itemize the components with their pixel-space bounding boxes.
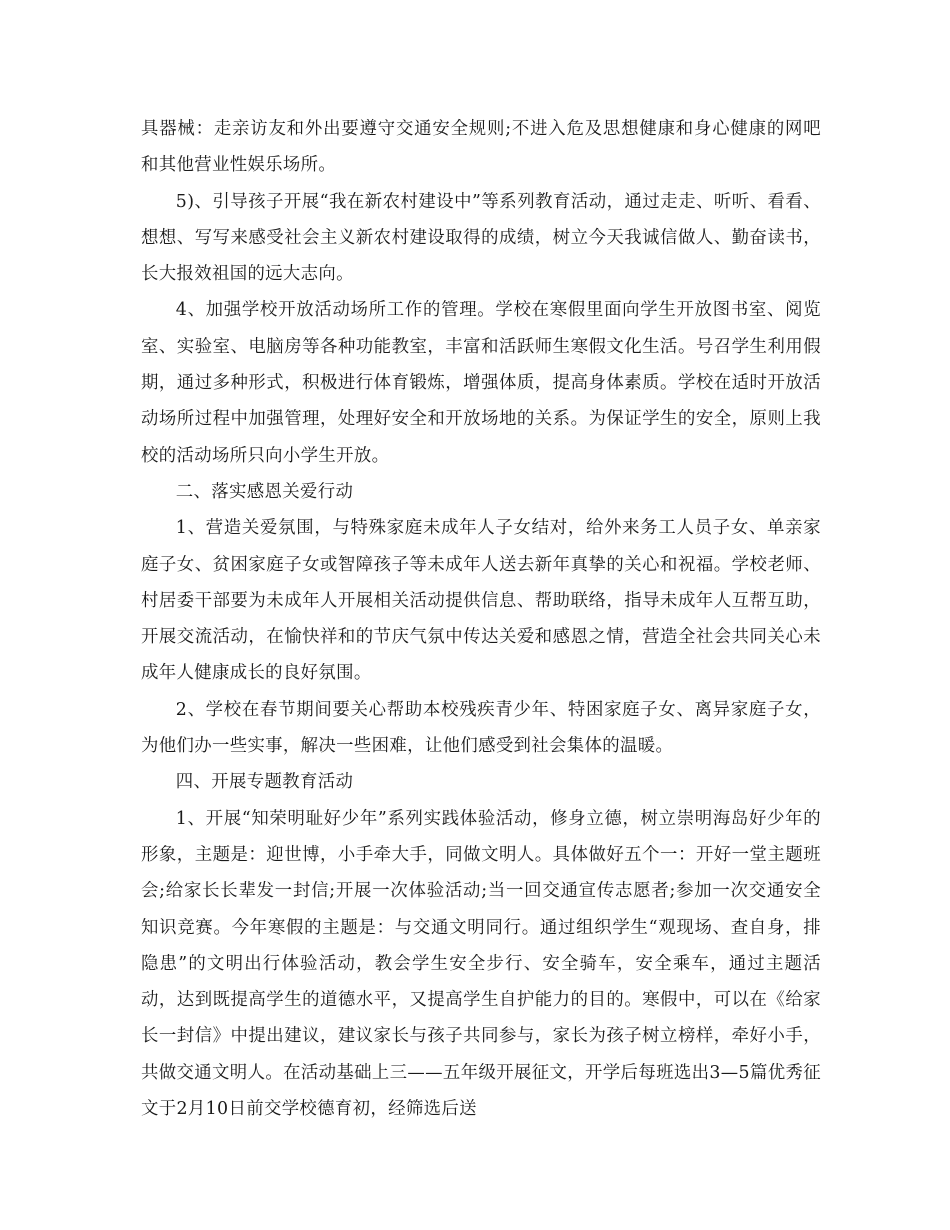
document-body <box>141 111 821 1127</box>
paragraph-item-4: 4、加强学校开放活动场所工作的管理。学校在寒假里面向学生开放图书室、阅览室、实验室、电脑房等各种功能教室，丰富和活跃师生寒假文化生活。号召学生利用假期，通过多种形式，积极进行体育锻炼，增强体质，提高身体素质。学校在适时开放活动场所过程中加强管理，处理好安全和开放场地的关系。为保证学生的安全，原则上我校的活动场所只向小学生开放。 <box>141 300 821 466</box>
paragraph-continuation: 具器械：走亲访友和外出要遵守交通安全规则;不进入危及思想健康和身心健康的网吧和其他营业性娱乐场所。 <box>141 119 821 176</box>
section-heading-care-action: 二、落实感恩关爱行动 <box>175 481 354 502</box>
paragraph-education-item-1: 1、开展“知荣明耻好少年”系列实践体验活动，修身立德，树立崇明海岛好少年的形象，主题是：迎世博，小手牵大手，同做文明人。具体做好五个一：开好一堂主题班会;给家长长辈发一封信;开展一次体验活动;当一回交通宣传志愿者;参加一次交通安全知识竞赛。今年寒假的主题是：与交通文明同行。通过组织学生“观现场、查自身，排隐患”的文明出行体验活动，教会学生安全步行、安全骑车，安全乘车，通过主题活动，达到既提高学生的道德水平，又提高学生自护能力的目的。寒假中，可以在《给家长一封信》中提出建议，建议家长与孩子共同参与，家长为孩子树立榜样，牵好小手，共做交通文明人。在活动基础上三——五年级开展征文，开学后每班选出3—5篇优秀征文于2月10日前交学校德育初，经筛选后送 <box>141 808 821 1120</box>
section-heading-special-education: 四、开展专题教育活动 <box>175 772 354 793</box>
paragraph-item-5: 5)、引导孩子开展“我在新农村建设中”等系列教育活动，通过走走、听听、看看、想想、写写来感受社会主义新农村建设取得的成绩，树立今天我诚信做人、勤奋读书，长大报效祖国的远大志向。 <box>141 191 821 285</box>
paragraph-care-item-2: 2、学校在春节期间要关心帮助本校残疾青少年、特困家庭子女、离异家庭子女，为他们办一些实事，解决一些困难，让他们感受到社会集体的温暖。 <box>141 699 821 757</box>
paragraph-care-item-1: 1、营造关爱氛围，与特殊家庭未成年人子女结对，给外来务工人员子女、单亲家庭子女、贫困家庭子女或智障孩子等未成年人送去新年真挚的关心和祝福。学校老师、村居委干部要为未成年人开展相关活动提供信息、帮助联络，指导未成年人互帮互助，开展交流活动，在愉快祥和的节庆气氛中传达关爱和感恩之情，营造全社会共同关心未成年人健康成长的良好氛围。 <box>141 518 821 684</box>
